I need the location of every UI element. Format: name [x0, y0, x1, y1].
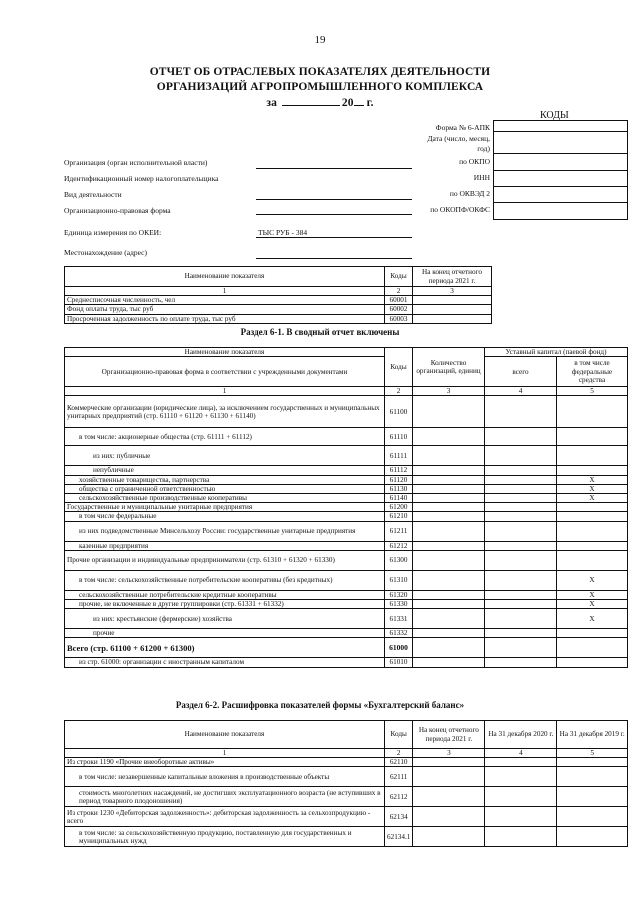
- code-cell-inn[interactable]: [494, 171, 627, 187]
- table-row: [65, 503, 628, 512]
- row-name: Из строки 1230 «Дебиторская задолженность»: дебиторская задолженность за сельхозпродукцию - всего: [65, 807, 385, 827]
- page-number: 19: [314, 34, 326, 46]
- table-row: [65, 521, 628, 541]
- row-total-cell[interactable]: [485, 484, 557, 493]
- row-name: сельскохозяйственные производственные кооперативы: [65, 494, 385, 503]
- activity-field[interactable]: [256, 199, 412, 200]
- row-federal-cell[interactable]: [557, 638, 628, 658]
- row-code: 60003: [385, 314, 413, 323]
- t1-num: 3: [413, 287, 492, 296]
- row-name: Государственные и муниципальные унитарные предприятия: [65, 503, 385, 512]
- table-row: [65, 658, 628, 667]
- label-date2: год): [477, 144, 490, 153]
- t2-num: 4: [485, 387, 557, 396]
- table-row: [65, 590, 628, 599]
- row-name: Из строки 1190 «Прочие внеоборотные активы»: [65, 758, 385, 767]
- label-inn: ИНН: [473, 173, 490, 182]
- row-code: 61330: [385, 600, 413, 609]
- row-count-cell[interactable]: [413, 428, 485, 446]
- row-name: Просроченная задолженность по оплате труда, тыс руб: [65, 314, 385, 323]
- row-name: Фонд оплаты труда, тыс руб: [65, 305, 385, 314]
- row-code: 62134: [385, 807, 413, 827]
- row-total-cell[interactable]: [485, 521, 557, 541]
- table-row: [65, 758, 628, 767]
- t2-num: 3: [413, 387, 485, 396]
- table-row: [65, 314, 492, 323]
- row-count-cell[interactable]: [413, 550, 485, 570]
- t3-num: 3: [413, 749, 485, 758]
- row-name: прочие, не включенные в другие группировки (стр. 61331 + 61332): [65, 600, 385, 609]
- t2-header-total: всего: [485, 357, 557, 387]
- table-row: [65, 428, 628, 446]
- row-code: 61112: [385, 466, 413, 475]
- row-value-cell[interactable]: [413, 787, 485, 807]
- table-row: [65, 466, 628, 475]
- label-form: Форма № 6-АПК: [435, 123, 490, 132]
- unit-label: Единица измерения по ОКЕИ:: [64, 228, 162, 237]
- t1-header-code: Коды: [385, 267, 413, 287]
- row-count-cell[interactable]: [413, 466, 485, 475]
- row-value-cell[interactable]: [557, 787, 628, 807]
- row-value-cell[interactable]: [557, 827, 628, 847]
- row-total-cell[interactable]: [485, 446, 557, 466]
- table-row: [65, 629, 628, 638]
- table-row: [65, 305, 492, 314]
- t3-num: 1: [65, 749, 385, 758]
- row-total-cell[interactable]: [485, 658, 557, 667]
- label-okpo: по ОКПО: [459, 157, 490, 166]
- row-total-cell[interactable]: [485, 494, 557, 503]
- row-code: 61010: [385, 658, 413, 667]
- table-row: [65, 787, 628, 807]
- row-value-cell[interactable]: [413, 807, 485, 827]
- row-name: из них: публичные: [65, 446, 385, 466]
- table-row: [65, 484, 628, 493]
- row-name: Среднесписочная численность, чел: [65, 296, 385, 305]
- row-total-cell[interactable]: [485, 475, 557, 484]
- row-count-cell[interactable]: [413, 658, 485, 667]
- row-name: Коммерческие организации (юридические лица), за исключением государственных и муниципальных унитарных предприятий (стр. 61110 + 61120 + 61130 + 61140): [65, 396, 385, 428]
- row-value-cell[interactable]: [557, 807, 628, 827]
- row-code: 61332: [385, 629, 413, 638]
- row-name: казенные предприятия: [65, 541, 385, 550]
- row-federal-cell[interactable]: X: [557, 484, 628, 493]
- period-year-blank: [354, 96, 364, 106]
- row-count-cell[interactable]: [413, 600, 485, 609]
- organizations-table: [64, 347, 628, 668]
- row-value-cell[interactable]: [413, 305, 492, 314]
- row-name: хозяйственные товарищества, партнерства: [65, 475, 385, 484]
- location-label: Местонахождение (адрес): [64, 248, 148, 257]
- table-row: [65, 541, 628, 550]
- organization-field[interactable]: [256, 168, 412, 169]
- t2-num: 5: [557, 387, 628, 396]
- row-code: 61310: [385, 570, 413, 590]
- table-row: [65, 600, 628, 609]
- row-count-cell[interactable]: [413, 512, 485, 521]
- row-count-cell[interactable]: [413, 570, 485, 590]
- row-code: 61000: [385, 638, 413, 658]
- period-blank: [282, 96, 340, 106]
- table-row: [65, 638, 628, 658]
- row-code: 61212: [385, 541, 413, 550]
- row-count-cell[interactable]: [413, 494, 485, 503]
- row-value-cell[interactable]: [413, 827, 485, 847]
- t1-header-value: На конец отчетного периода 2021 г.: [413, 267, 492, 287]
- codes-header: КОДЫ: [540, 110, 569, 121]
- label-date: Дата (число, месяц,: [427, 134, 490, 143]
- balance-table: [64, 720, 628, 847]
- table-row: [65, 550, 628, 570]
- t2-num: 2: [385, 387, 413, 396]
- row-count-cell[interactable]: [413, 638, 485, 658]
- row-name: стоимость многолетних насаждений, не достигших эксплуатационного возраста (не вступивших в период товарного плодоношения): [65, 787, 385, 807]
- row-total-cell[interactable]: [485, 466, 557, 475]
- code-cell-okpo[interactable]: [494, 154, 627, 171]
- row-value-cell[interactable]: [485, 767, 557, 787]
- table-row: [65, 296, 492, 305]
- row-value-cell[interactable]: [557, 767, 628, 787]
- row-federal-cell[interactable]: [557, 428, 628, 446]
- row-total-cell[interactable]: [485, 512, 557, 521]
- row-federal-cell[interactable]: X: [557, 590, 628, 599]
- row-name: в том числе: незавершенные капитальные вложения в производственные объекты: [65, 767, 385, 787]
- row-count-cell[interactable]: [413, 446, 485, 466]
- row-value-cell[interactable]: [413, 767, 485, 787]
- row-count-cell[interactable]: [413, 475, 485, 484]
- unit-field-line: [256, 237, 412, 238]
- row-total-cell[interactable]: [485, 570, 557, 590]
- row-name: в том числе: за сельскохозяйственную продукцию, поставленную для государственных и муниципальных нужд: [65, 827, 385, 847]
- row-code: 61110: [385, 428, 413, 446]
- t2-header-federal: в том числе федеральные средства: [557, 357, 628, 387]
- table-row: [65, 609, 628, 629]
- t2-header-capital: Уставный капитал (паевой фонд): [485, 348, 628, 357]
- row-code: 61120: [385, 475, 413, 484]
- table-row: [65, 396, 628, 428]
- row-value-cell[interactable]: [485, 807, 557, 827]
- row-total-cell[interactable]: [485, 590, 557, 599]
- row-code: 61130: [385, 484, 413, 493]
- row-total-cell[interactable]: [485, 609, 557, 629]
- row-federal-cell[interactable]: [557, 466, 628, 475]
- row-federal-cell[interactable]: [557, 396, 628, 428]
- row-code: 61111: [385, 446, 413, 466]
- row-name: общества с ограниченной ответственностью: [65, 484, 385, 493]
- row-name: в том числе: сельскохозяйственные потребительские кооперативы (без кредитных): [65, 570, 385, 590]
- label-okopf: по ОКОПФ/ОКФС: [430, 205, 490, 214]
- codes-box: [493, 120, 628, 220]
- row-federal-cell[interactable]: X: [557, 600, 628, 609]
- row-code: 61320: [385, 590, 413, 599]
- t3-num: 2: [385, 749, 413, 758]
- tax-id-label: Идентификационный номер налогоплательщика: [64, 174, 219, 183]
- row-federal-cell[interactable]: [557, 550, 628, 570]
- unit-value: ТЫС РУБ - 384: [258, 228, 308, 237]
- t3-header-2019: На 31 декабря 2019 г.: [557, 721, 628, 749]
- t1-num: 1: [65, 287, 385, 296]
- row-value-cell[interactable]: [413, 296, 492, 305]
- row-federal-cell[interactable]: [557, 503, 628, 512]
- row-federal-cell[interactable]: X: [557, 475, 628, 484]
- row-value-cell[interactable]: [413, 758, 485, 767]
- row-federal-cell[interactable]: [557, 658, 628, 667]
- report-period: [0, 96, 640, 109]
- row-name: из них: крестьянские (фермерские) хозяйства: [65, 609, 385, 629]
- headcount-table: [64, 266, 492, 324]
- t3-num: 5: [557, 749, 628, 758]
- row-code: 62134.1: [385, 827, 413, 847]
- row-count-cell[interactable]: [413, 590, 485, 599]
- row-federal-cell[interactable]: [557, 629, 628, 638]
- row-total-cell[interactable]: [485, 396, 557, 428]
- row-value-cell[interactable]: [557, 758, 628, 767]
- t3-header-2020: На 31 декабря 2020 г.: [485, 721, 557, 749]
- table-row: [65, 494, 628, 503]
- row-code: 61210: [385, 512, 413, 521]
- row-total-cell[interactable]: [485, 550, 557, 570]
- t3-header-code: Коды: [385, 721, 413, 749]
- row-count-cell[interactable]: [413, 521, 485, 541]
- table-row: [65, 570, 628, 590]
- t3-header-name: Наименование показателя: [65, 721, 385, 749]
- row-name-total: Всего (стр. 61100 + 61200 + 61300): [65, 638, 385, 658]
- row-federal-cell[interactable]: [557, 446, 628, 466]
- row-name: сельскохозяйственные потребительские кредитные кооперативы: [65, 590, 385, 599]
- row-federal-cell[interactable]: X: [557, 494, 628, 503]
- row-name: прочие: [65, 629, 385, 638]
- table-row: [65, 807, 628, 827]
- code-cell-okved[interactable]: [494, 187, 627, 203]
- legal-form-field[interactable]: [256, 214, 412, 215]
- row-value-cell[interactable]: [413, 314, 492, 323]
- row-count-cell[interactable]: [413, 484, 485, 493]
- row-code: 61100: [385, 396, 413, 428]
- row-count-cell[interactable]: [413, 609, 485, 629]
- row-code: 61211: [385, 521, 413, 541]
- period-year-suffix: г.: [366, 97, 374, 109]
- row-code: 62112: [385, 787, 413, 807]
- row-name: непубличные: [65, 466, 385, 475]
- table-row: [65, 446, 628, 466]
- row-federal-cell[interactable]: [557, 541, 628, 550]
- legal-form-label: Организационно-правовая форма: [64, 206, 171, 215]
- t2-header-name-top: Наименование показателя: [65, 348, 385, 357]
- t2-header-code: Коды: [385, 348, 413, 387]
- t1-num: 2: [385, 287, 413, 296]
- row-code: 60001: [385, 296, 413, 305]
- row-name: из стр. 61000: организации с иностранным капиталом: [65, 658, 385, 667]
- t3-header-2021: На конец отчетного периода 2021 г.: [413, 721, 485, 749]
- t2-header-count: Количество организаций, единиц: [413, 348, 485, 387]
- row-value-cell[interactable]: [485, 787, 557, 807]
- organization-label: Организация (орган исполнительной власти): [64, 158, 208, 167]
- section1-title: Раздел 6-1. В сводный отчет включены: [240, 327, 400, 337]
- code-cell-form[interactable]: [494, 121, 627, 132]
- row-name: в том числе: акционерные общества (стр. 61111 + 61112): [65, 428, 385, 446]
- row-code: 60002: [385, 305, 413, 314]
- t3-num: 4: [485, 749, 557, 758]
- t2-num: 1: [65, 387, 385, 396]
- row-federal-cell[interactable]: X: [557, 609, 628, 629]
- code-cell-okopf[interactable]: [494, 203, 627, 219]
- period-za: за: [266, 97, 277, 109]
- row-name: в том числе федеральные: [65, 512, 385, 521]
- report-title-line2: ОРГАНИЗАЦИЙ АГРОПРОМЫШЛЕННОГО КОМПЛЕКСА: [156, 81, 484, 93]
- row-count-cell[interactable]: [413, 503, 485, 512]
- row-federal-cell[interactable]: X: [557, 570, 628, 590]
- row-code: 62110: [385, 758, 413, 767]
- table-row: [65, 767, 628, 787]
- row-code: 61331: [385, 609, 413, 629]
- row-total-cell[interactable]: [485, 541, 557, 550]
- row-code: 61140: [385, 494, 413, 503]
- label-okved: по ОКВЭД 2: [449, 189, 490, 198]
- row-name: Прочие организации и индивидуальные предприниматели (стр. 61310 + 61320 + 61330): [65, 550, 385, 570]
- activity-label: Вид деятельности: [64, 190, 122, 199]
- row-code: 62111: [385, 767, 413, 787]
- row-value-cell[interactable]: [485, 758, 557, 767]
- row-count-cell[interactable]: [413, 541, 485, 550]
- t1-header-name: Наименование показателя: [65, 267, 385, 287]
- row-total-cell[interactable]: [485, 600, 557, 609]
- row-total-cell[interactable]: [485, 428, 557, 446]
- table-row: [65, 475, 628, 484]
- row-count-cell[interactable]: [413, 396, 485, 428]
- row-code: 61300: [385, 550, 413, 570]
- row-total-cell[interactable]: [485, 638, 557, 658]
- report-title-line1: ОТЧЕТ ОБ ОТРАСЛЕВЫХ ПОКАЗАТЕЛЯХ ДЕЯТЕЛЬНОСТИ: [149, 66, 491, 78]
- location-field[interactable]: [256, 258, 412, 259]
- section2-title: Раздел 6-2. Расшифровка показателей формы «Бухгалтерский баланс»: [175, 700, 465, 710]
- row-code: 61200: [385, 503, 413, 512]
- row-total-cell[interactable]: [485, 503, 557, 512]
- t2-header-name-bottom: Организационно-правовая форма в соответствии с учрежденными документами: [65, 357, 385, 387]
- row-count-cell[interactable]: [413, 629, 485, 638]
- code-cell-date[interactable]: [494, 132, 627, 154]
- table-row: [65, 827, 628, 847]
- row-federal-cell[interactable]: [557, 512, 628, 521]
- row-name: из них подведомственные Минсельхозу России: государственные унитарные предприятия: [65, 521, 385, 541]
- row-value-cell[interactable]: [485, 827, 557, 847]
- row-federal-cell[interactable]: [557, 521, 628, 541]
- table-row: [65, 512, 628, 521]
- period-year-prefix: 20: [341, 97, 354, 109]
- row-total-cell[interactable]: [485, 629, 557, 638]
